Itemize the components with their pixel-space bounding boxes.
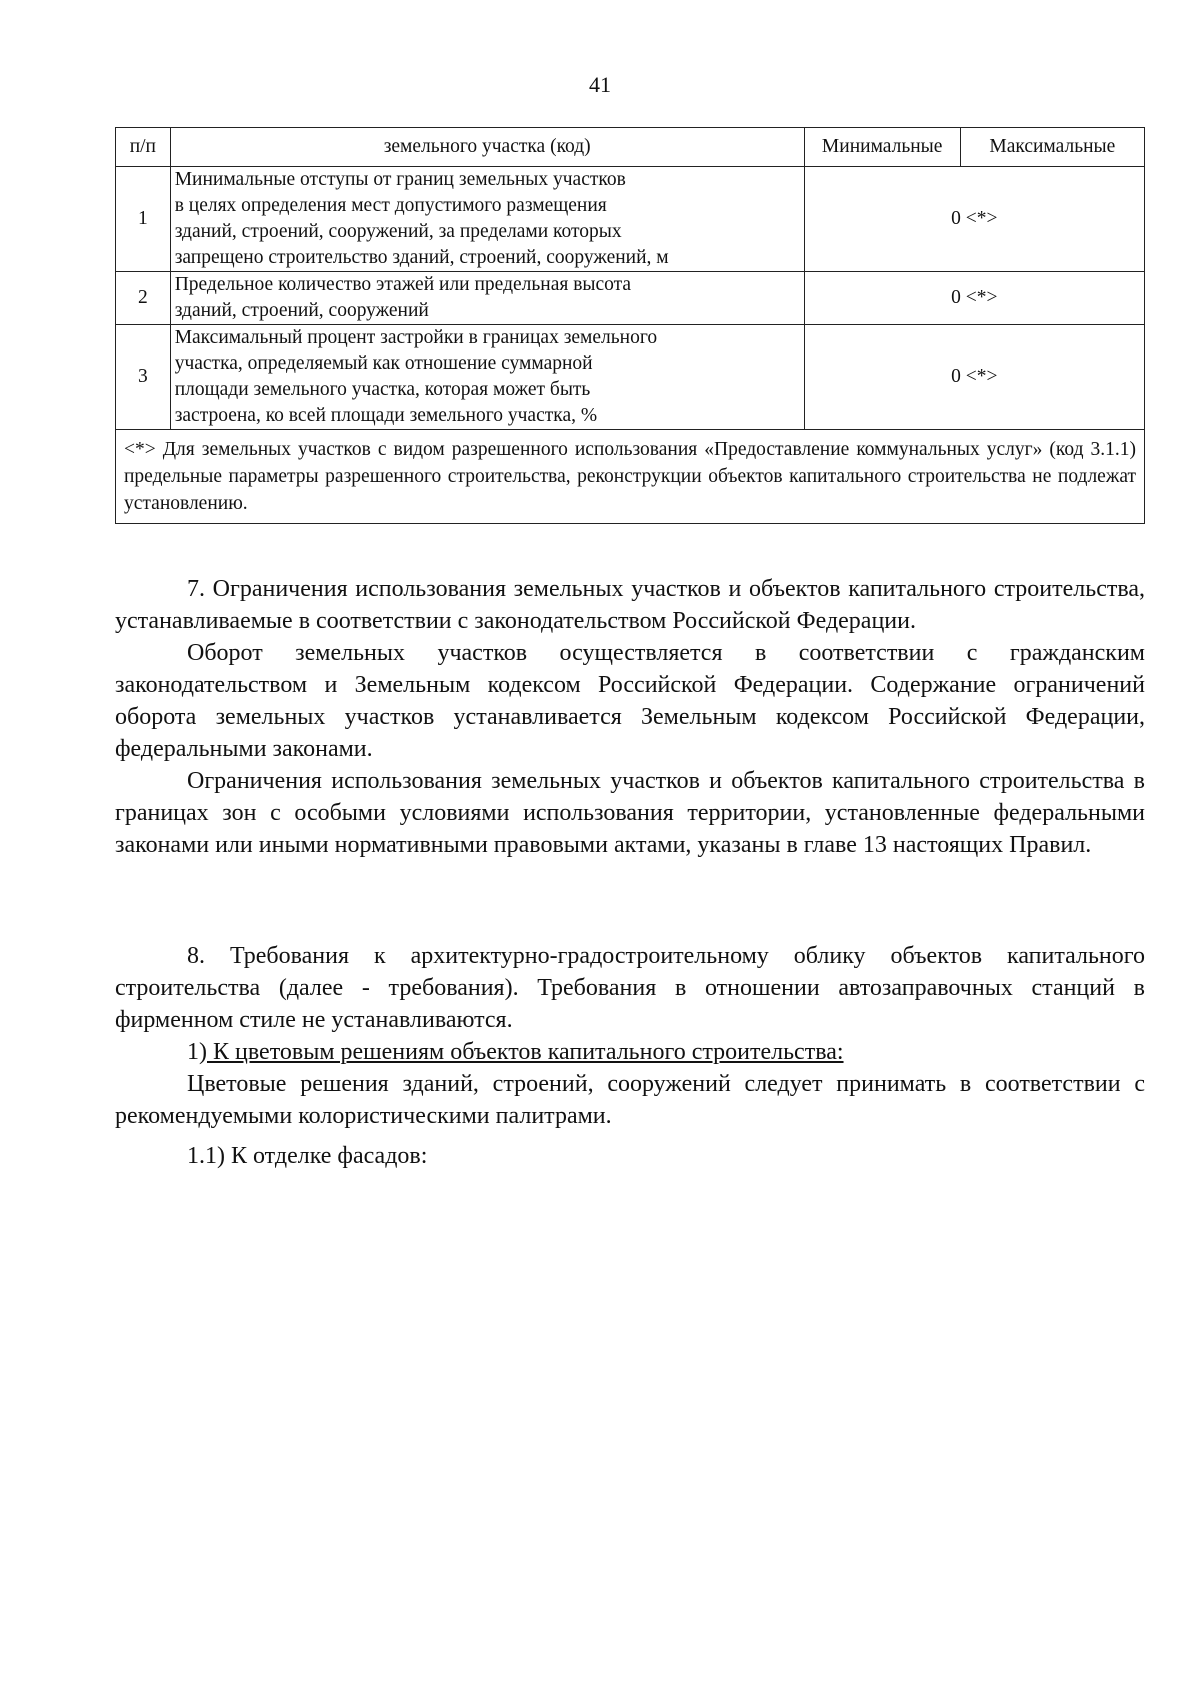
row-name-line: в целях определения мест допустимого размещения [174,195,607,216]
row-num: 1 [116,167,171,272]
table-row [116,272,1145,325]
row-value: 0 <*> [804,167,1144,272]
row-name-line: зданий, строений, сооружений [174,300,429,321]
color-heading-text: К цветовым решениям объектов капитального строительства: [207,1039,844,1065]
header-max: Максимальные [960,128,1144,167]
paragraph-color-heading [115,1036,1145,1068]
paragraph-color-text: Цветовые решения зданий, строений, сооружений следует принимать в соответствии с рекомендуемыми колористическими палитрами. [115,1071,1145,1129]
row-num: 2 [116,272,171,325]
color-heading-num: 1) [187,1039,207,1065]
row-name-line: участка, определяемый как отношение суммарной [174,353,593,374]
row-value: 0 <*> [804,272,1144,325]
section-8 [115,940,1145,1172]
table-row [116,167,1145,272]
row-name [170,272,804,325]
row-name-line: Предельное количество этажей или предельная высота [174,274,632,295]
header-min: Минимальные [804,128,960,167]
row-name-line: площади земельного участка, которая может быть [174,379,591,400]
row-name-line: Минимальные отступы от границ земельных участков [174,169,626,190]
table-row [116,325,1145,430]
paragraph-restrictions: Ограничения использования земельных участков и объектов капитального строительства в границах зон с особыми условиями использования территории, установленные федеральными законами или иными нормативными правовыми актами, указаны в главе 13 настоящих Правил. [115,768,1145,858]
paragraph-oborot: Оборот земельных участков осуществляется в соответствии с гражданским законодательством и Земельным кодексом Российской Федерации. Содержание ограничений оборота земельных участков устанавливается Земельным кодексом Российской Федерации, федеральными законами. [115,640,1145,762]
row-name [170,325,804,430]
row-value: 0 <*> [804,325,1144,430]
row-num: 3 [116,325,171,430]
row-name [170,167,804,272]
paragraph-7: 7. Ограничения использования земельных участков и объектов капитального строительства, устанавливаемые в соответствии с законодательством Российской Федерации. [115,576,1145,634]
table-header-row [116,128,1145,167]
header-num: п/п [116,128,171,167]
table-footnote: <*> Для земельных участков с видом разрешенного использования «Предоставление коммунальных услуг» (код 3.1.1) предельные параметры разрешенного строительства, реконструкции объектов капитального строительства не подлежат установлению. [116,430,1145,524]
header-name: земельного участка (код) [170,128,804,167]
section-7 [115,573,1145,861]
paragraph-facade: 1.1) К отделке фасадов: [187,1143,428,1169]
row-name-line: зданий, строений, сооружений, за пределами которых [174,221,622,242]
parameters-table [115,127,1145,524]
table-footnote-row [116,430,1145,524]
row-name-line: запрещено строительство зданий, строений, сооружений, м [174,247,669,268]
paragraph-8: 8. Требования к архитектурно-градостроительному облику объектов капитального строительства (далее - требования). Требования в отношении автозаправочных станций в фирменном стиле не устанавливаются. [115,943,1145,1033]
page-number: 41 [589,72,611,97]
row-name-line: Максимальный процент застройки в границах земельного [174,327,658,348]
row-name-line: застроена, ко всей площади земельного участка, % [174,405,598,426]
